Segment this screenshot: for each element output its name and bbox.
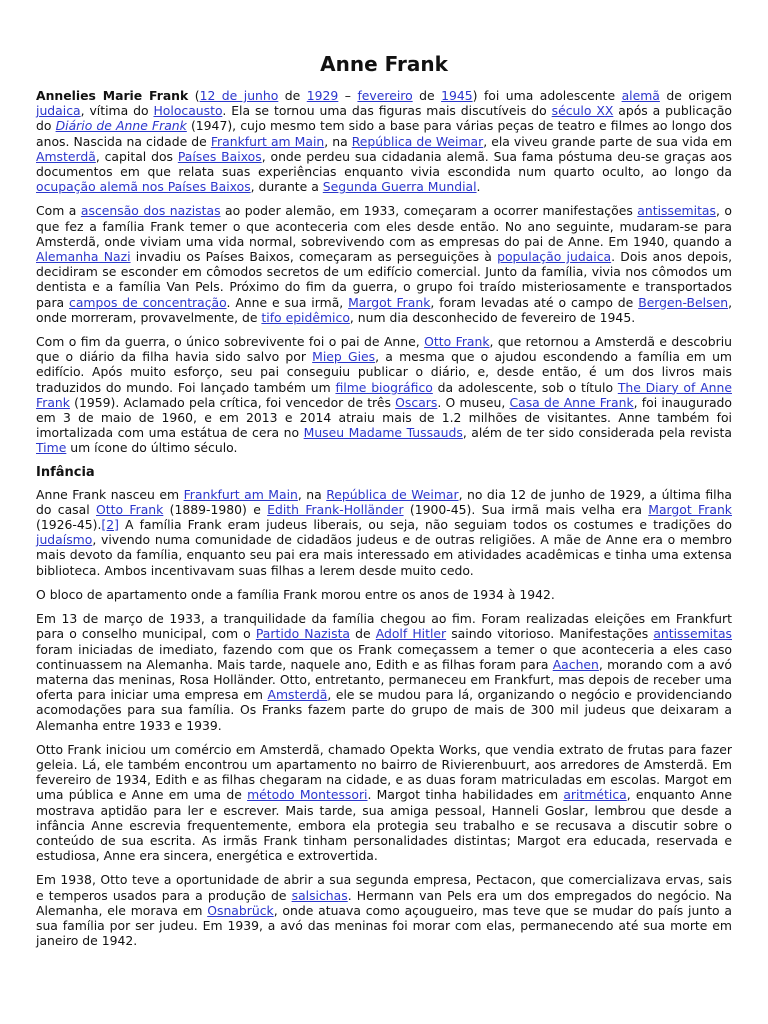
wiki-link[interactable]: população judaica <box>497 249 612 265</box>
wiki-link[interactable]: século XX <box>551 103 614 119</box>
text-run: , onde perdeu sua cidadania alemã. Sua fama póstuma deu-se graças aos documentos em que relata suas experiências enquanto vivia escondida num quarto oculto, ao longo da <box>36 148 732 180</box>
wiki-link[interactable]: 1929 <box>306 88 339 103</box>
text-run: saindo vitorioso. Manifestações <box>446 626 654 642</box>
text-run: , ela viveu grande parte de sua vida em <box>483 133 733 149</box>
text-run: um ícone do último século. <box>66 440 238 456</box>
text-run: de <box>278 88 307 103</box>
page-title: Anne Frank <box>320 52 448 76</box>
text-run: Anne Frank nasceu em <box>36 486 184 502</box>
paragraph-after-war <box>36 334 732 456</box>
text-run: . Dois anos depois, decidiram se esconder em cômodos secretos de um edifício comercial. Junto da família, vivia nos cômodos um dentista e a família Van Pels. Próximo do fim da guerra, o grupo foi traído misteriosamente e transportados para <box>36 249 733 310</box>
text-run: , capital dos <box>95 148 178 164</box>
wiki-link[interactable]: Edith Frank-Holländer <box>267 501 404 517</box>
wiki-link[interactable]: Museu Madame Tussauds <box>303 425 463 441</box>
text-run: (1947), cujo mesmo tem sido a base para várias peças de teatro e filmes ao longo dos anos. Nascida na cidade de <box>36 118 732 149</box>
wiki-link[interactable]: 12 de junho <box>199 88 279 103</box>
wiki-link[interactable]: Alemanha Nazi <box>36 249 131 265</box>
text-run: Com a <box>36 203 81 219</box>
wiki-link[interactable]: fevereiro <box>357 88 413 103</box>
wiki-link[interactable]: Diário de Anne Frank <box>55 118 187 134</box>
wiki-link[interactable]: Adolf Hitler <box>375 626 447 642</box>
text-run: , o que fez a família Frank temer o que aconteceria com eles desde então. No ano seguinte, mudaram-se para Amsterdã, onde viviam uma vida normal, sobrevivendo com as empresas do pai de Anne. Em 1940, quando a <box>36 203 733 249</box>
wiki-link[interactable]: Casa de Anne Frank <box>509 394 634 410</box>
text-run: ( <box>188 88 200 103</box>
text-run: após a publicação do <box>36 103 733 134</box>
text-run: foram iniciadas de imediato, fazendo com que os Frank começassem a temer o que aconteceria a eles caso continuassem na Alemanha. Mais tarde, naquele ano, Edith e as filhas foram para <box>36 641 732 672</box>
text-run: . Hermann van Pels era um dos empregados do negócio. Na Alemanha, ele morava em <box>36 887 733 918</box>
text-run: de <box>350 626 376 642</box>
wiki-link[interactable]: República de Weimar <box>351 133 484 149</box>
text-run: Otto Frank iniciou um comércio em Amsterdã, chamado Opekta Works, que vendia extrato de frutas para fazer geleia. Lá, ele também encontrou um apartamento no bairro de Rivierenbuurt, aos arredores de Amsterdã. Em fevereiro de 1934, Edith e as filhas chegaram na cidade, e as duas foram matriculadas em escolas. Margot em uma pública e Anne em uma de <box>36 741 732 803</box>
text-run: O bloco de apartamento onde a família Frank morou entre os anos de 1934 à 1942. <box>36 586 555 602</box>
wiki-link[interactable]: Osnabrück <box>207 902 274 918</box>
wiki-link[interactable]: antissemitas <box>653 626 733 642</box>
wiki-link[interactable]: Holocausto <box>153 103 223 119</box>
wiki-link[interactable]: aritmética <box>563 787 627 803</box>
text-run: , vivendo numa comunidade de cidadãos judeus e de outras religiões. A mãe de Anne era o membro mais devoto da família, enquanto seu pai era mais interessado em atividades acadêmicas e tinha uma extensa biblioteca. Ambos incentivavam suas filhas a lerem desde muito cedo. <box>36 532 732 578</box>
text-run: , foram levadas até o campo de <box>430 294 639 310</box>
wiki-link[interactable]: Margot Frank <box>648 501 732 517</box>
text-run: . <box>476 179 481 195</box>
wiki-link[interactable]: campos de concentração <box>69 294 227 310</box>
wiki-link[interactable]: Bergen-Belsen <box>638 294 729 310</box>
text-run: , que retornou a Amsterdã e descobriu que o diário da filha havia sido salvo por <box>36 334 732 365</box>
paragraph-1933 <box>36 611 732 733</box>
text-run: de origem <box>659 88 732 103</box>
text-run: . O museu, <box>437 394 510 410</box>
wiki-link[interactable]: Miep Gies <box>312 349 376 365</box>
wiki-link[interactable]: Aachen <box>552 656 599 672</box>
wiki-link[interactable]: Otto Frank <box>96 501 164 517</box>
text-run: . Anne e sua irmã, <box>226 294 349 310</box>
text-run: (1959). Aclamado pela crítica, foi vencedor de três <box>69 394 396 410</box>
text-run: (1900-45). Sua irmã mais velha era <box>403 501 649 517</box>
wiki-link[interactable]: método Montessori <box>247 787 368 803</box>
text-run: , num dia desconhecido de fevereiro de 1945. <box>349 309 636 325</box>
text-run: (1889-1980) e <box>163 501 268 517</box>
wiki-link[interactable]: Segunda Guerra Mundial <box>322 179 477 195</box>
text-run: Com o fim da guerra, o único sobrevivente foi o pai de Anne, <box>36 334 425 350</box>
text-run: invadiu os Países Baixos, começaram as perseguições à <box>130 249 498 265</box>
wiki-link[interactable]: Amsterdã <box>267 687 328 703</box>
paragraph-1938 <box>36 872 732 948</box>
paragraph-nazi-rise <box>36 203 732 325</box>
text-run: , onde morreram, provavelmente, de <box>36 294 733 325</box>
wiki-link[interactable]: filme biográfico <box>335 379 433 395</box>
text-run: , foi inaugurado em 3 de maio de 1960, e em 2013 e 2014 atraiu mais de 1.2 milhões de visitantes. Anne também foi imortalizada com uma estátua de cera no <box>36 394 733 441</box>
wiki-link[interactable]: judaica <box>36 103 81 119</box>
text-run: , além de ter sido considerada pela revista <box>462 425 732 441</box>
paragraph-intro <box>36 88 732 194</box>
wiki-link[interactable]: antissemitas <box>637 203 716 219</box>
wiki-link[interactable]: Margot Frank <box>348 294 431 310</box>
text-run: , ele se mudou para lá, organizando o negócio e providenciando acomodações para sua família. Os Franks fazem parte do grupo de mais de 300 mil judeus que deixaram a Alemanha entre 1933 e 1939. <box>36 687 732 733</box>
bold-text: Annelies Marie Frank <box>36 88 189 103</box>
text-run: , na <box>324 133 352 149</box>
text-run: da adolescente, sob o título <box>432 379 618 395</box>
wiki-link[interactable]: Frankfurt am Main <box>183 486 298 502</box>
text-run: , morando com a avó materna das meninas, Rosa Holländer. Otto, entretanto, permaneceu em Frankfurt, mas depois de receber uma oferta para iniciar uma empresa em <box>36 656 732 703</box>
section-heading-infancia: Infância <box>36 464 95 480</box>
wiki-link[interactable]: alemã <box>621 88 660 103</box>
paragraph-amsterdam <box>36 742 732 864</box>
text-run: ) foi uma adolescente <box>472 88 622 103</box>
text-run: , vítima do <box>80 103 154 119</box>
text-run: , durante a <box>250 179 323 195</box>
wiki-link[interactable]: salsichas <box>291 887 348 903</box>
text-run: . Ela se tornou uma das figuras mais discutíveis do <box>222 103 552 119</box>
wiki-link[interactable]: [2] <box>101 517 119 533</box>
text-run: , enquanto Anne mostrava aptidão para ler e escrever. Mais tarde, sua amiga pessoal, Hanneli Goslar, lembrou que desde a infância Anne escrevia frequentemente, embora ela protegia seu trabalho e se recusava a discutir sobre o conteúdo de sua escrita. As irmãs Frank tinham personalidades distintas; Margot era educada, reservada e estudiosa, Anne era sincera, energética e extrovertida. <box>36 787 732 864</box>
text-run: , na <box>297 486 327 502</box>
text-run: (1926-45). <box>36 517 102 533</box>
wiki-link[interactable]: tifo epidêmico <box>261 309 350 325</box>
text-run: A família Frank eram judeus liberais, ou seja, não seguiam todos os costumes e tradições do <box>118 517 732 533</box>
wiki-link[interactable]: ascensão dos nazistas <box>80 203 221 219</box>
text-run: , no dia 12 de junho de 1929, a última filha do casal <box>36 486 733 517</box>
text-run: de <box>412 88 442 103</box>
paragraph-apartment-caption <box>36 587 732 602</box>
wiki-link[interactable]: Time <box>36 440 67 456</box>
wiki-link[interactable]: The Diary of Anne Frank <box>36 379 732 410</box>
wiki-link[interactable]: República de Weimar <box>326 486 459 502</box>
text-run: Em 13 de março de 1933, a tranquilidade da família chegou ao fim. Foram realizadas eleições em Frankfurt para o conselho municipal, com o <box>36 611 732 642</box>
wiki-link[interactable]: judaísmo <box>36 532 93 548</box>
paragraph-birth <box>36 487 732 578</box>
wiki-link[interactable]: Otto Frank <box>424 334 490 350</box>
wiki-link[interactable]: Frankfurt am Main <box>210 133 325 149</box>
text-run: ao poder alemão, em 1933, começaram a ocorrer manifestações <box>220 203 638 219</box>
wiki-link[interactable]: Amsterdã <box>36 148 96 164</box>
wiki-link[interactable]: Partido Nazista <box>255 626 351 642</box>
wiki-link[interactable]: Oscars <box>395 394 438 410</box>
wiki-link[interactable]: ocupação alemã nos Países Baixos <box>36 179 251 195</box>
text-run: , a mesma que o ajudou escondendo a família em um edifício. Após muito esforço, seu pai conseguiu publicar o diário, e, desde então, é um dos livros mais traduzidos do mundo. Foi lançado também um <box>36 349 732 395</box>
text-run: , onde atuava como açougueiro, mas teve que se mudar do país junto a sua família por ser judeu. Em 1939, a avó das meninas foi morar com elas, permanecendo até sua morte em janeiro de 1942. <box>36 902 733 949</box>
wiki-link[interactable]: 1945 <box>441 88 473 103</box>
text-run: . Margot tinha habilidades em <box>367 787 564 803</box>
text-run: – <box>338 88 358 103</box>
wiki-link[interactable]: Países Baixos <box>177 148 262 164</box>
text-run: Em 1938, Otto teve a oportunidade de abrir a sua segunda empresa, Pectacon, que comercializava ervas, sais e temperos usados para a produção de <box>36 872 732 903</box>
